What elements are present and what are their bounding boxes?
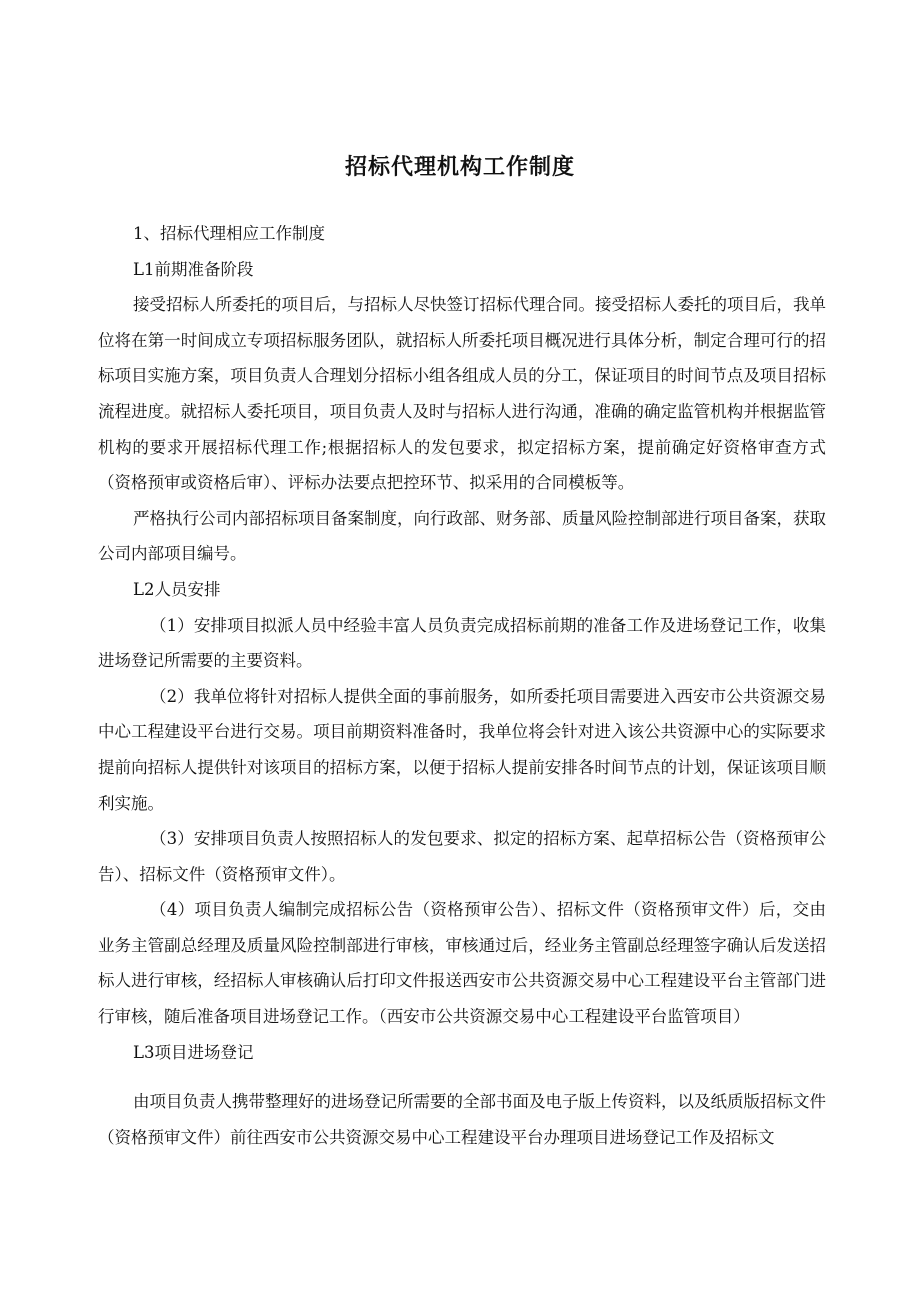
document-title: 招标代理机构工作制度 xyxy=(344,155,575,180)
paragraph: 由项目负责人携带整理好的进场登记所需要的全部书面及电子版上传资料，以及纸质版招标文件（资格预审文件）前往西安市公共资源交易中心工程建设平台办理项目进场登记工作及招标文 xyxy=(98,1092,826,1147)
document-body xyxy=(98,216,826,1155)
subsection-heading-1: L1前期准备阶段 xyxy=(133,259,254,279)
paragraph: 接受招标人所委托的项目后，与招标人尽快签订招标代理合同。接受招标人委托的项目后，我单位将在第一时间成立专项招标服务团队，就招标人所委托项目概况进行具体分析，制定合理可行的招标项目实施方案，项目负责人合理划分招标小组各组成人员的分工，保证项目的时间节点及项目招标流程进度。就招标人委托项目，项目负责人及时与招标人进行沟通，准确的确定监管机构并根据监管机构的要求开展招标代理工作;根据招标人的发包要求，拟定招标方案，提前确定好资格审查方式（资格预审或资格后审）、评标办法要点把控环节、拟采用的合同模板等。 xyxy=(98,295,826,493)
list-item: （3）安排项目负责人按照招标人的发包要求、拟定的招标方案、起草招标公告（资格预审公告）、招标文件（资格预审文件）。 xyxy=(98,829,826,884)
list-item: （4）项目负责人编制完成招标公告（资格预审公告）、招标文件（资格预审文件）后，交由业务主管副总经理及质量风险控制部进行审核，审核通过后，经业务主管副总经理签字确认后发送招标人进行审核，经招标人审核确认后打印文件报送西安市公共资源交易中心工程建设平台主管部门进行审核，随后准备项目进场登记工作。（西安市公共资源交易中心工程建设平台监管项目） xyxy=(98,900,826,1027)
list-item: （1）安排项目拟派人员中经验丰富人员负责完成招标前期的准备工作及进场登记工作，收集进场登记所需要的主要资料。 xyxy=(98,615,826,671)
subsection-heading-2: L2人员安排 xyxy=(133,579,221,599)
section-heading: 1、招标代理相应工作制度 xyxy=(133,224,325,243)
paragraph: 严格执行公司内部招标项目备案制度，向行政部、财务部、质量风险控制部进行项目备案，获取公司内部项目编号。 xyxy=(98,508,826,564)
subsection-heading-3: L3项目进场登记 xyxy=(133,1042,254,1062)
list-item: （2）我单位将针对招标人提供全面的事前服务，如所委托项目需要进入西安市公共资源交易中心工程建设平台进行交易。项目前期资料准备时，我单位将会针对进入该公共资源中心的实际要求提前向招标人提供针对该项目的招标方案，以便于招标人提前安排各时间节点的计划，保证该项目顺利实施。 xyxy=(98,686,826,813)
